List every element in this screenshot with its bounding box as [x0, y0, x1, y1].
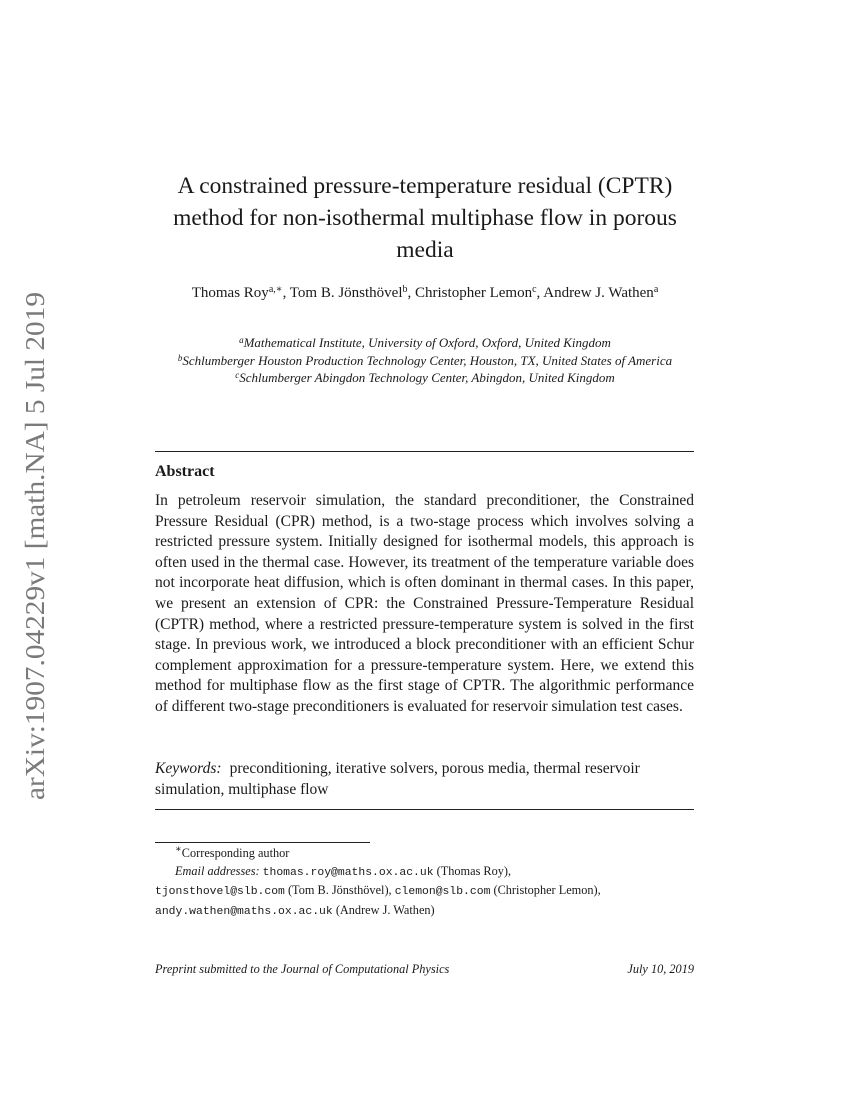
author-separator: , — [407, 285, 416, 301]
author-name: Thomas Roy — [191, 285, 269, 301]
author-separator: , — [282, 285, 290, 301]
email-line — [155, 882, 700, 902]
arxiv-stamp-svg — [10, 290, 54, 800]
email-line — [155, 902, 700, 922]
corresponding-author-note — [155, 845, 700, 863]
email-owner: (Christopher Lemon), — [493, 883, 601, 897]
corresponding-author-text: Corresponding author — [181, 846, 290, 860]
affiliation-mark: b — [177, 352, 183, 363]
author-affiliation-mark: c — [532, 284, 537, 295]
email-label: Email addresses: — [175, 863, 260, 878]
arxiv-stamp-text: arXiv:1907.04229v1 [math.NA] 5 Jul 2019 — [20, 332, 50, 800]
footnote-rule — [155, 842, 370, 843]
email-link[interactable]: tjonsthovel@slb.com — [155, 886, 285, 898]
affiliation — [150, 334, 700, 352]
affiliation-text: Schlumberger Houston Production Technology Center, Houston, TX, United States of America — [182, 352, 673, 368]
email-owner: (Thomas Roy), — [436, 863, 512, 878]
author-name: Andrew J. Wathen — [543, 285, 654, 301]
keywords — [155, 759, 694, 800]
author-name: Tom B. Jönsthövel — [289, 285, 403, 301]
arxiv-identifier-stamp — [10, 290, 54, 800]
affiliation-text: Schlumberger Abingdon Technology Center, Abingdon, United Kingdom — [239, 370, 615, 385]
footer-date: July 10, 2019 — [627, 962, 694, 976]
email-link[interactable]: andy.wathen@maths.ox.ac.uk — [155, 905, 333, 918]
abstract-bottom-rule — [155, 809, 694, 810]
keywords-label: Keywords: — [155, 760, 222, 777]
affiliation-mark: c — [235, 370, 240, 380]
email-line — [155, 863, 700, 883]
author-affiliation-mark: a,∗ — [268, 284, 283, 295]
email-link[interactable]: clemon@slb.com — [394, 886, 491, 898]
email-owner: (Tom B. Jönsthövel), — [287, 883, 392, 897]
affiliation — [150, 352, 700, 370]
keywords-text: preconditioning, iterative solvers, porous media, thermal reservoir simulation, multiphase flow — [155, 760, 640, 798]
submission-note: Preprint submitted to the Journal of Computational Physics — [155, 962, 450, 976]
author-list — [155, 284, 695, 303]
affiliation-text: Mathematical Institute, University of Oxford, Oxford, United Kingdom — [243, 335, 611, 350]
paper-title: A constrained pressure-temperature residual (CPTR) method for non-isothermal multiphase flow in porous media — [173, 173, 677, 263]
abstract-body: In petroleum reservoir simulation, the standard preconditioner, the Constrained Pressure Residual (CPR) method, is a two-stage process which involves solving a restricted pressure system. Initially designed for isothermal models, this approach is often used in the thermal case. However, its treatment of the temperature variable does not incorporate heat diffusion, which is often dominant in thermal cases. In this paper, we present an extension of CPR: the Constrained Pressure-Temperature Residual (CPTR) method, where a restricted pressure-temperature system is solved in the first stage. In previous work, we introduced a block preconditioner with an efficient Schur complement approximation for a pressure-temperature system. Here, we extend this method for multiphase flow as the first stage of CPTR. The algorithmic performance of different two-stage preconditioners is evaluated for reservoir simulation test cases. — [155, 492, 694, 715]
abstract-heading: Abstract — [155, 463, 215, 480]
affiliation-mark: a — [239, 335, 244, 345]
email-owner: (Andrew J. Wathen) — [335, 902, 435, 917]
author-name: Christopher Lemon — [415, 285, 533, 301]
footnotes — [155, 845, 700, 921]
email-link[interactable]: thomas.roy@maths.ox.ac.uk — [262, 866, 434, 879]
footnote-mark: ∗ — [175, 844, 182, 855]
abstract-top-rule — [155, 451, 694, 452]
affiliation-list — [150, 334, 700, 387]
author-affiliation-mark: b — [402, 284, 408, 295]
author-affiliation-mark: a — [653, 284, 659, 295]
affiliation — [150, 369, 700, 387]
author-separator: , — [536, 285, 544, 301]
